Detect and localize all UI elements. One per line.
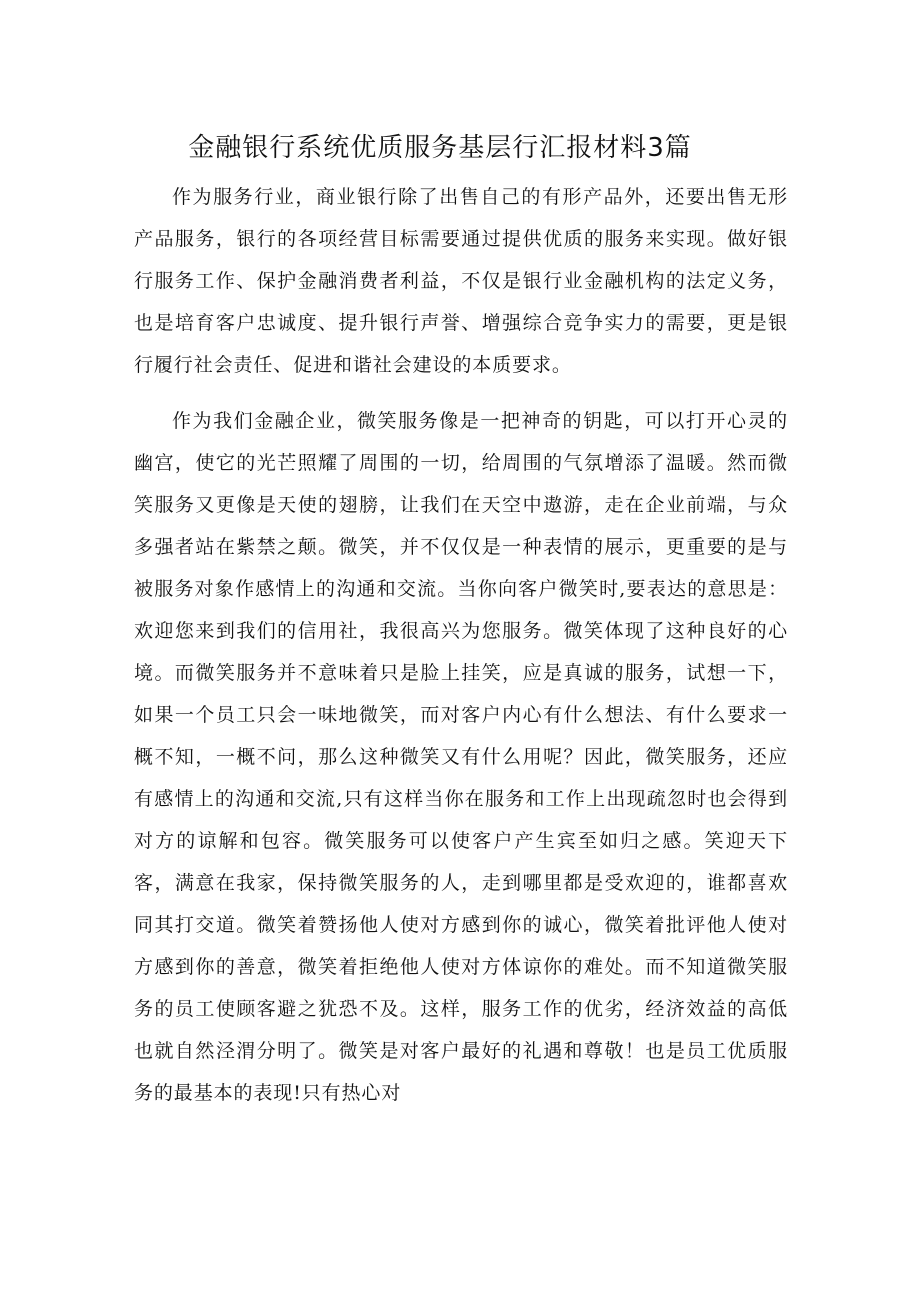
document-body bbox=[134, 176, 788, 1114]
paragraph-intro: 作为服务行业，商业银行除了出售自己的有形产品外，还要出售无形产品服务，银行的各项经营目标需要通过提供优质的服务来实现。做好银行服务工作、保护金融消费者利益，不仅是银行业金融机构的法定义务，也是培育客户忠诚度、提升银行声誉、增强综合竞争实力的需要，更是银行履行社会责任、促进和谐社会建设的本质要求。 bbox=[134, 186, 788, 376]
document-title: 金融银行系统优质服务基层行汇报材料3篇 bbox=[188, 133, 692, 163]
paragraph-smile-service: 作为我们金融企业，微笑服务像是一把神奇的钥匙，可以打开心灵的幽宫，使它的光芒照耀了周围的一切，给周围的气氛增添了温暖。然而微笑服务又更像是天使的翅膀，让我们在天空中遨游，走在企业前端，与众多强者站在紫禁之颠。微笑，并不仅仅是一种表情的展示，更重要的是与被服务对象作感情上的沟通和交流。当你向客户微笑时,要表达的意思是：欢迎您来到我们的信用社，我很高兴为您服务。微笑体现了这种良好的心境。而微笑服务并不意味着只是脸上挂笑，应是真诚的服务，试想一下，如果一个员工只会一味地微笑，而对客户内心有什么想法、有什么要求一概不知，一概不问，那么这种微笑又有什么用呢？因此，微笑服务，还应有感情上的沟通和交流,只有这样当你在服务和工作上出现疏忽时也会得到对方的谅解和包容。微笑服务可以使客户产生宾至如归之感。笑迎天下客，满意在我家，保持微笑服务的人，走到哪里都是受欢迎的，谁都喜欢同其打交道。微笑着赞扬他人使对方感到你的诚心，微笑着批评他人使对方感到你的善意，微笑着拒绝他人使对方体谅你的难处。而不知道微笑服务的员工使顾客避之犹恐不及。这样，服务工作的优劣，经济效益的高低也就自然泾渭分明了。微笑是对客户最好的礼遇和尊敬！也是员工优质服务的最基本的表现!只有热心对 bbox=[134, 410, 788, 1104]
